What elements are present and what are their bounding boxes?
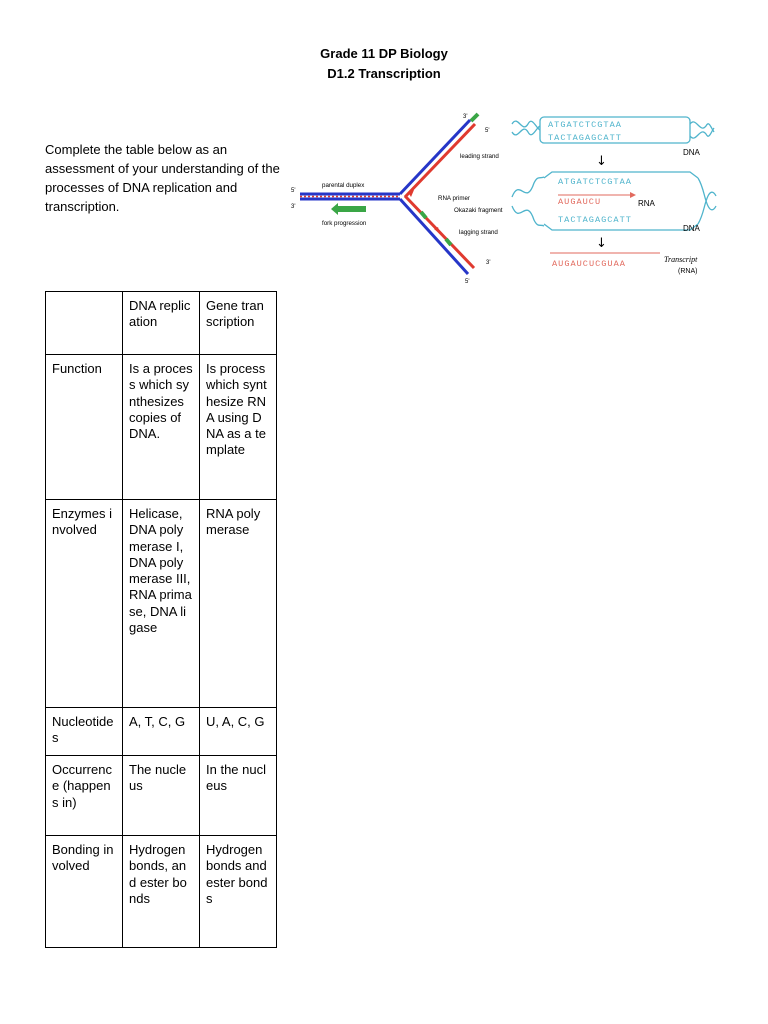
label-rna-primer: RNA primer (438, 195, 470, 202)
row-label: Enzymes involved (46, 500, 123, 708)
label-dna-mid: DNA (683, 224, 700, 233)
replication-transcription-figure (288, 102, 724, 288)
cell-transcription: In the nucleus (200, 756, 277, 836)
label-okazaki-fragment: Okazaki fragment (454, 207, 503, 214)
label-parental-duplex: parental duplex (322, 182, 365, 189)
label-leading-strand: leading strand (460, 153, 499, 160)
cell-replication: A, T, C, G (123, 708, 200, 756)
label-5prime-top: 5' (485, 128, 490, 134)
row-label: Bonding involved (46, 836, 123, 948)
label-transcript-rna: (RNA) (678, 268, 698, 275)
dna-mid-strand-1: ATGATCTCGTAA (558, 177, 632, 187)
cell-transcription: Hydrogen bonds and ester bonds (200, 836, 277, 948)
header-cell-dna-replication: DNA replication (123, 292, 200, 355)
label-rna: RNA (638, 199, 655, 208)
arrow-down-1: ↓ (596, 154, 607, 169)
label-5prime-left: 5' (291, 188, 296, 194)
cell-replication: Is a process which synthesizes copies of DNA. (123, 355, 200, 500)
label-transcript: Transcript (664, 255, 698, 264)
label-dna-top: DNA (683, 148, 700, 157)
table-row-function (46, 355, 277, 500)
row-label: Nucleotides (46, 708, 123, 756)
cell-replication: Hydrogen bonds, and ester bonds (123, 836, 200, 948)
document-subtitle: D1.2 Transcription (327, 66, 441, 81)
cell-transcription: U, A, C, G (200, 708, 277, 756)
rna-transcript-sequence: AUGAUCUCGUAA (552, 259, 626, 269)
header-cell-blank (46, 292, 123, 355)
cell-replication: The nucleus (123, 756, 200, 836)
label-lagging-strand: lagging strand (459, 229, 498, 236)
table-row-enzymes (46, 500, 277, 708)
dna-top-strand-2: TACTAGAGCATT (548, 133, 622, 143)
dna-mid-strand-2: TACTAGAGCATT (558, 215, 632, 225)
label-5prime-bottom: 5' (465, 279, 470, 285)
document-title: Grade 11 DP Biology (320, 46, 448, 61)
comparison-table (45, 291, 277, 948)
label-3prime-left: 3' (291, 204, 296, 210)
intro-paragraph: Complete the table below as an assessment of your understanding of the processes of DNA replication and transcription. (45, 142, 280, 214)
table-row-nucleotides (46, 708, 277, 756)
table-row-occurrence (46, 756, 277, 836)
rna-growing-strand: AUGAUCU (558, 197, 602, 207)
cell-replication: Helicase, DNA polymerase I, DNA polymerase III, RNA primase, DNA ligase (123, 500, 200, 708)
arrow-down-2: ↓ (596, 236, 607, 251)
replication-fork-diagram (300, 114, 478, 274)
label-3prime-bottom: 3' (486, 260, 491, 266)
table-header-row (46, 292, 277, 355)
label-3prime-top: 3' (463, 114, 468, 120)
table-row-bonding (46, 836, 277, 948)
row-label: Function (46, 355, 123, 500)
row-label: Occurrence (happens in) (46, 756, 123, 836)
label-fork-progression: fork progression (322, 220, 367, 227)
cell-transcription: Is process which synthesize RNA using DNA as a template (200, 355, 277, 500)
header-cell-gene-transcription: Gene transcription (200, 292, 277, 355)
dna-top-strand-1: ATGATCTCGTAA (548, 120, 622, 130)
cell-transcription: RNA polymerase (200, 500, 277, 708)
